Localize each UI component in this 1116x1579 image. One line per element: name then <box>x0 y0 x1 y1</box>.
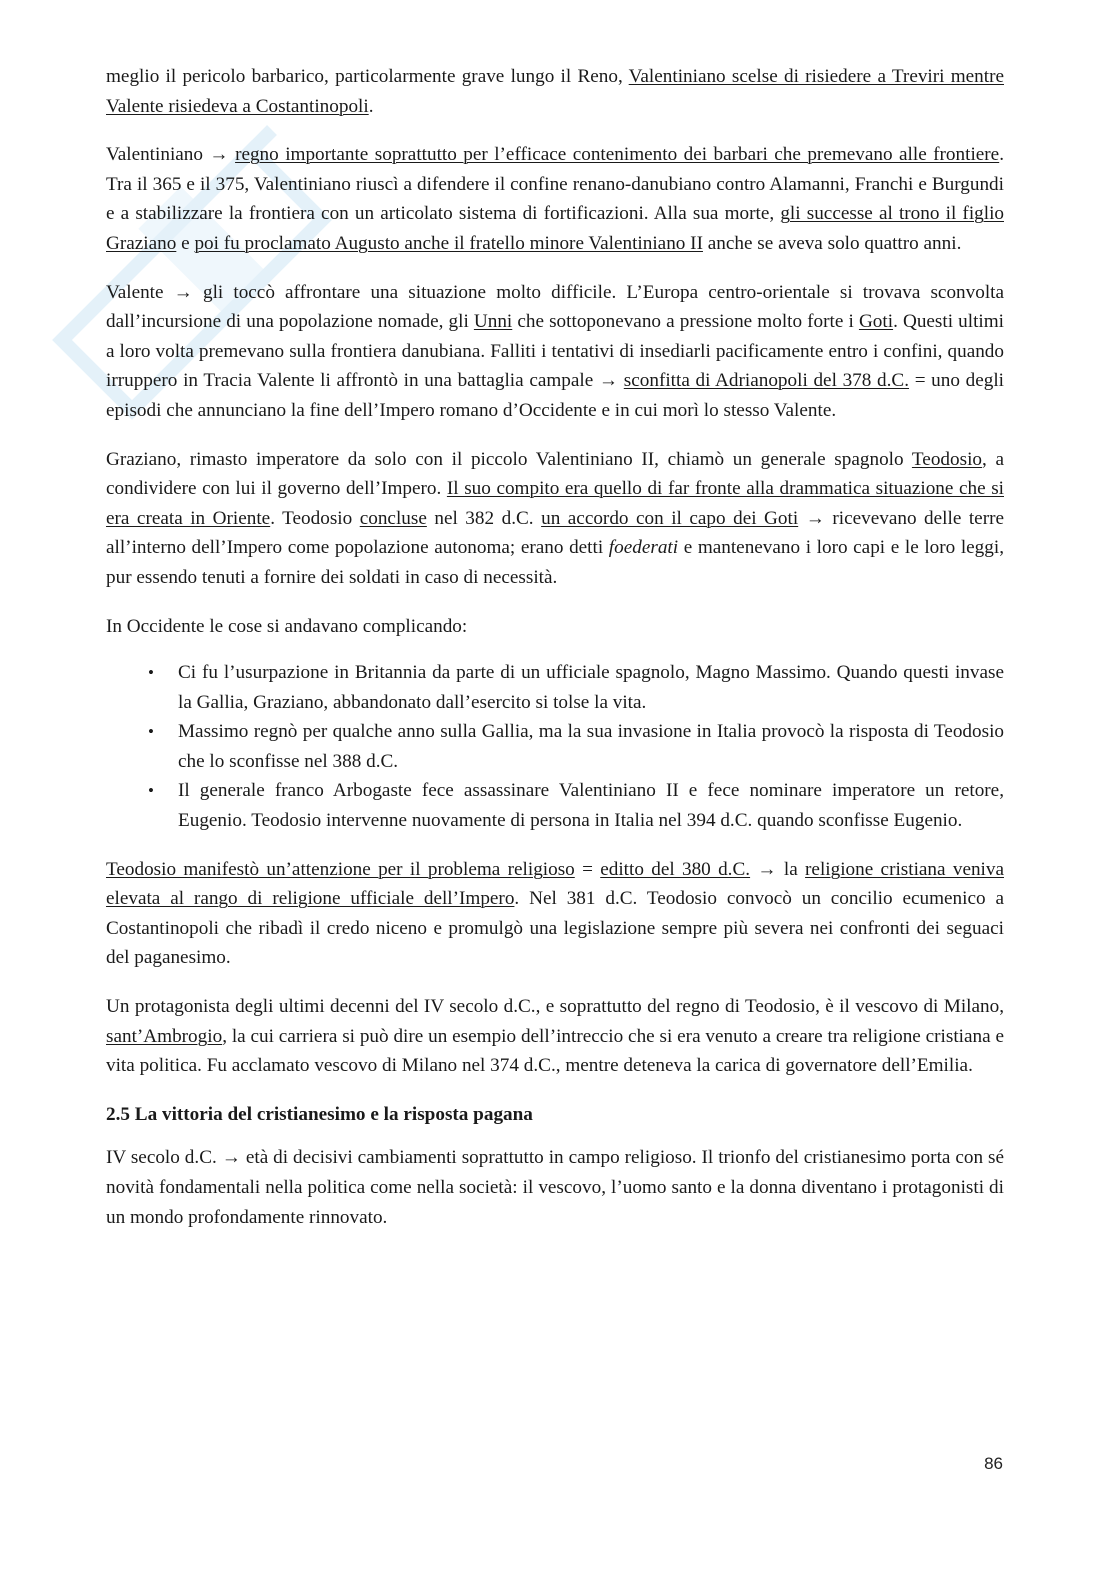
list-item: • Ci fu l’usurpazione in Britannia da parte di un ufficiale spagnolo, Magno Massimo. Quando questi invase la Gallia, Graziano, abbandonato dall’esercito si tolse la vita. <box>178 658 1004 717</box>
paragraph-valentiniano: Valentiniano → regno importante soprattutto per l’efficace contenimento dei barbari che premevano alle frontiere. Tra il 365 e il 375, Valentiniano riuscì a difendere il confine renano-danubiano contro Alamanni, Franchi e Burgundi e a stabilizzare la frontiera con un articolato sistema di fortificazioni. Alla sua morte, gli successe al trono il figlio Graziano e poi fu proclamato Augusto anche il fratello minore Valentiniano II anche se aveva solo quattro anni. <box>106 144 1004 254</box>
paragraph-graziano-teodosio: Graziano, rimasto imperatore da solo con il piccolo Valentiniano II, chiamò un generale spagnolo Teodosio, a condividere con lui il governo dell’Impero. Il suo compito era quello di far fronte alla drammatica situazione che si era creata in Oriente. Teodosio concluse nel 382 d.C. un accordo con il capo dei Goti → ricevevano delle terre all’interno dell’Impero come popolazione autonoma; erano detti foederati e mantenevano i loro capi e le loro leggi, pur essendo tenuti a fornire dei soldati in caso di necessità. <box>106 448 1004 588</box>
bullet-list <box>106 658 1004 836</box>
list-item: • Massimo regnò per qualche anno sulla Gallia, ma la sua invasione in Italia provocò la risposta di Teodosio che lo sconfisse nel 388 d.C. <box>178 717 1004 776</box>
section-heading: 2.5 La vittoria del cristianesimo e la risposta pagana <box>106 1103 533 1125</box>
paragraph-iv-secolo: IV secolo d.C. → età di decisivi cambiamenti soprattutto in campo religioso. Il trionfo del cristianesimo porta con sé novità fondamentali nella politica come nella società: il vescovo, l’uomo santo e la donna diventano i protagonisti di un mondo profondamente rinnovato. <box>106 1147 1004 1228</box>
paragraph-valente: Valente → gli toccò affrontare una situazione molto difficile. L’Europa centro-orientale si trovava sconvolta dall’incursione di una popolazione nomade, gli Unni che sottoponevano a pressione molto forte i Goti. Questi ultimi a loro volta premevano sulla frontiera danubiana. Falliti i tentativi di insediarli pacificamente entro i confini, quando irruppero in Tracia Valente li affrontò in una battaglia campale → sconfitta di Adrianopoli del 378 d.C. = uno degli episodi che annunciano la fine dell’Impero romano d’Occidente e in cui morì lo stesso Valente. <box>106 281 1005 421</box>
page-number: 86 <box>984 1454 1003 1473</box>
paragraph-teodosio-religione: Teodosio manifestò un’attenzione per il problema religioso = editto del 380 d.C. → la religione cristiana veniva elevata al rango di religione ufficiale dell’Impero. Nel 381 d.C. Teodosio convocò un concilio ecumenico a Costantinopoli che ribadì il credo niceno e promulgò una legislazione sempre più severa nei confronti dei seguaci del paganesimo. <box>106 858 1004 969</box>
paragraph-occidente-intro: In Occidente le cose si andavano complicando: <box>106 615 468 637</box>
paragraph-valentiniano-valente-residences: meglio il pericolo barbarico, particolarmente grave lungo il Reno, Valentiniano scelse di risiedere a Treviri mentre Valente risiedeva a Costantinopoli. <box>106 66 1004 117</box>
paragraph-ambrogio: Un protagonista degli ultimi decenni del IV secolo d.C., e soprattutto del regno di Teodosio, è il vescovo di Milano, sant’Ambrogio, la cui carriera si può dire un esempio dell’intreccio che si era venuto a creare tra religione cristiana e vita politica. Fu acclamato vescovo di Milano nel 374 d.C., mentre deteneva la carica di governatore dell’Emilia. <box>106 996 1004 1077</box>
document-page <box>106 62 1004 1251</box>
list-item: • Il generale franco Arbogaste fece assassinare Valentiniano II e fece nominare imperatore un retore, Eugenio. Teodosio intervenne nuovamente di persona in Italia nel 394 d.C. quando sconfisse Eugenio. <box>178 776 1004 835</box>
